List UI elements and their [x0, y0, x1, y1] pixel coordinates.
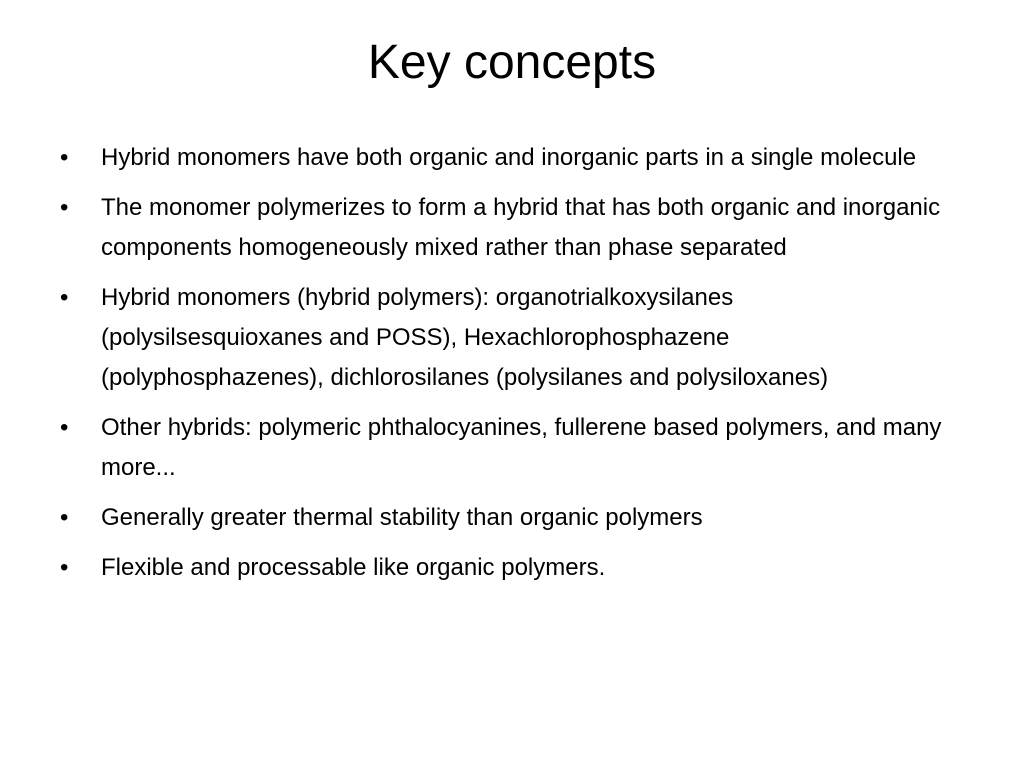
bullet-text: Other hybrids: polymeric phthalocyanines, fullerene based polymers, and many more...: [101, 414, 942, 481]
bullet-icon: •: [60, 194, 69, 221]
bullet-text: The monomer polymerizes to form a hybrid that has both organic and inorganic components homogeneously mixed rather than phase separated: [101, 194, 941, 261]
bullet-text: Hybrid monomers (hybrid polymers): organotrialkoxysilanes (polysilsesquioxanes and POSS), Hexachlorophosphazene (polyphosphazenes), dichlorosilanes (polysilanes and polysiloxanes): [101, 284, 829, 391]
bullet-text: Flexible and processable like organic polymers.: [101, 554, 606, 581]
slide-title: Key concepts: [367, 36, 657, 89]
bullet-icon: •: [60, 414, 69, 441]
bullet-item: [56, 548, 956, 588]
bullet-icon: •: [60, 144, 69, 171]
bullet-icon: •: [60, 284, 69, 311]
bullet-icon: •: [60, 554, 69, 581]
bullet-item: [56, 498, 956, 538]
bullet-item: [56, 278, 956, 398]
bullet-list: [56, 138, 956, 598]
bullet-text: Hybrid monomers have both organic and inorganic parts in a single molecule: [101, 144, 917, 171]
bullet-item: [56, 138, 956, 178]
bullet-item: [56, 188, 956, 268]
bullet-text: Generally greater thermal stability than organic polymers: [101, 504, 703, 531]
bullet-item: [56, 408, 956, 488]
bullet-icon: •: [60, 504, 69, 531]
